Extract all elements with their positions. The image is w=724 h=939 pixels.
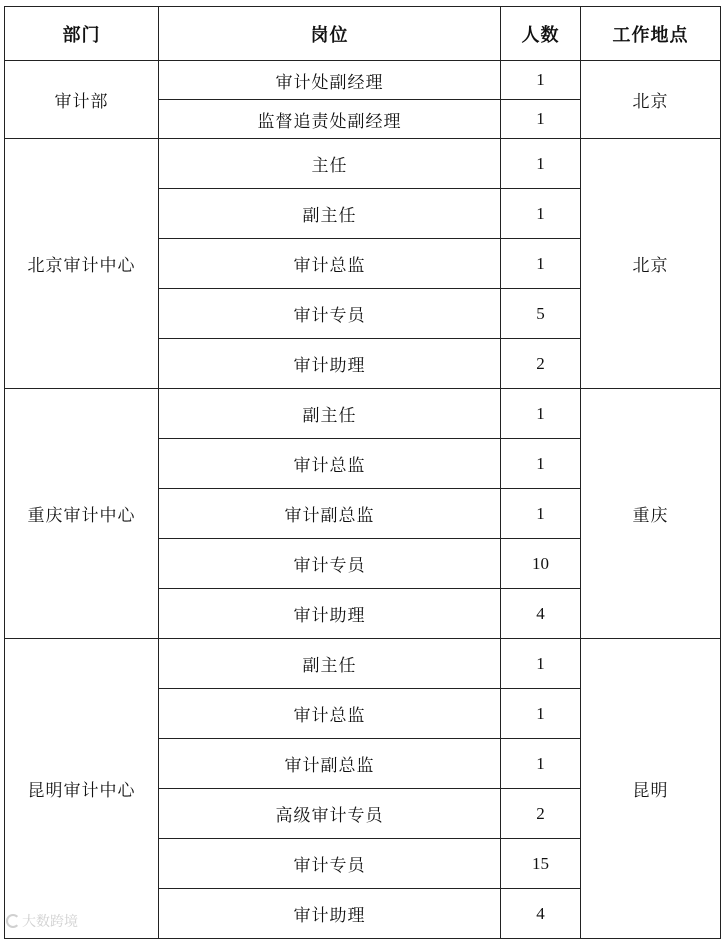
location-cell: 昆明 xyxy=(581,639,721,939)
headcount-cell: 1 xyxy=(501,100,581,139)
position-cell: 审计副总监 xyxy=(159,489,501,539)
header-position: 岗位 xyxy=(159,7,501,61)
position-cell: 副主任 xyxy=(159,189,501,239)
header-count: 人数 xyxy=(501,7,581,61)
headcount-cell: 1 xyxy=(501,739,581,789)
header-location: 工作地点 xyxy=(581,7,721,61)
headcount-cell: 1 xyxy=(501,139,581,189)
headcount-cell: 1 xyxy=(501,239,581,289)
headcount-cell: 15 xyxy=(501,839,581,889)
location-cell: 北京 xyxy=(581,139,721,389)
location-cell: 北京 xyxy=(581,61,721,139)
position-cell: 审计总监 xyxy=(159,439,501,489)
headcount-cell: 1 xyxy=(501,189,581,239)
table-row xyxy=(5,61,721,100)
department-cell: 昆明审计中心 xyxy=(5,639,159,939)
headcount-cell: 4 xyxy=(501,589,581,639)
position-cell: 审计助理 xyxy=(159,339,501,389)
department-cell: 审计部 xyxy=(5,61,159,139)
position-cell: 副主任 xyxy=(159,639,501,689)
table-row xyxy=(5,389,721,439)
headcount-cell: 1 xyxy=(501,489,581,539)
table-row xyxy=(5,139,721,189)
watermark-logo-icon xyxy=(6,914,20,928)
position-cell: 主任 xyxy=(159,139,501,189)
headcount-cell: 10 xyxy=(501,539,581,589)
position-cell: 审计专员 xyxy=(159,539,501,589)
headcount-cell: 4 xyxy=(501,889,581,939)
headcount-cell: 1 xyxy=(501,389,581,439)
headcount-cell: 5 xyxy=(501,289,581,339)
department-cell: 北京审计中心 xyxy=(5,139,159,389)
headcount-cell: 1 xyxy=(501,639,581,689)
headcount-cell: 1 xyxy=(501,61,581,100)
position-cell: 审计助理 xyxy=(159,889,501,939)
department-cell: 重庆审计中心 xyxy=(5,389,159,639)
recruitment-table xyxy=(4,6,721,939)
table-row xyxy=(5,639,721,689)
position-cell: 审计总监 xyxy=(159,239,501,289)
position-cell: 审计总监 xyxy=(159,689,501,739)
headcount-cell: 1 xyxy=(501,689,581,739)
location-cell: 重庆 xyxy=(581,389,721,639)
position-cell: 审计专员 xyxy=(159,839,501,889)
header-row xyxy=(5,7,721,61)
position-cell: 监督追责处副经理 xyxy=(159,100,501,139)
position-cell: 副主任 xyxy=(159,389,501,439)
headcount-cell: 1 xyxy=(501,439,581,489)
headcount-cell: 2 xyxy=(501,339,581,389)
watermark xyxy=(6,911,78,931)
header-department: 部门 xyxy=(5,7,159,61)
watermark-text: 大数跨境 xyxy=(22,914,78,930)
position-cell: 审计助理 xyxy=(159,589,501,639)
position-cell: 高级审计专员 xyxy=(159,789,501,839)
position-cell: 审计副总监 xyxy=(159,739,501,789)
table-body xyxy=(5,61,721,939)
position-cell: 审计处副经理 xyxy=(159,61,501,100)
position-cell: 审计专员 xyxy=(159,289,501,339)
headcount-cell: 2 xyxy=(501,789,581,839)
